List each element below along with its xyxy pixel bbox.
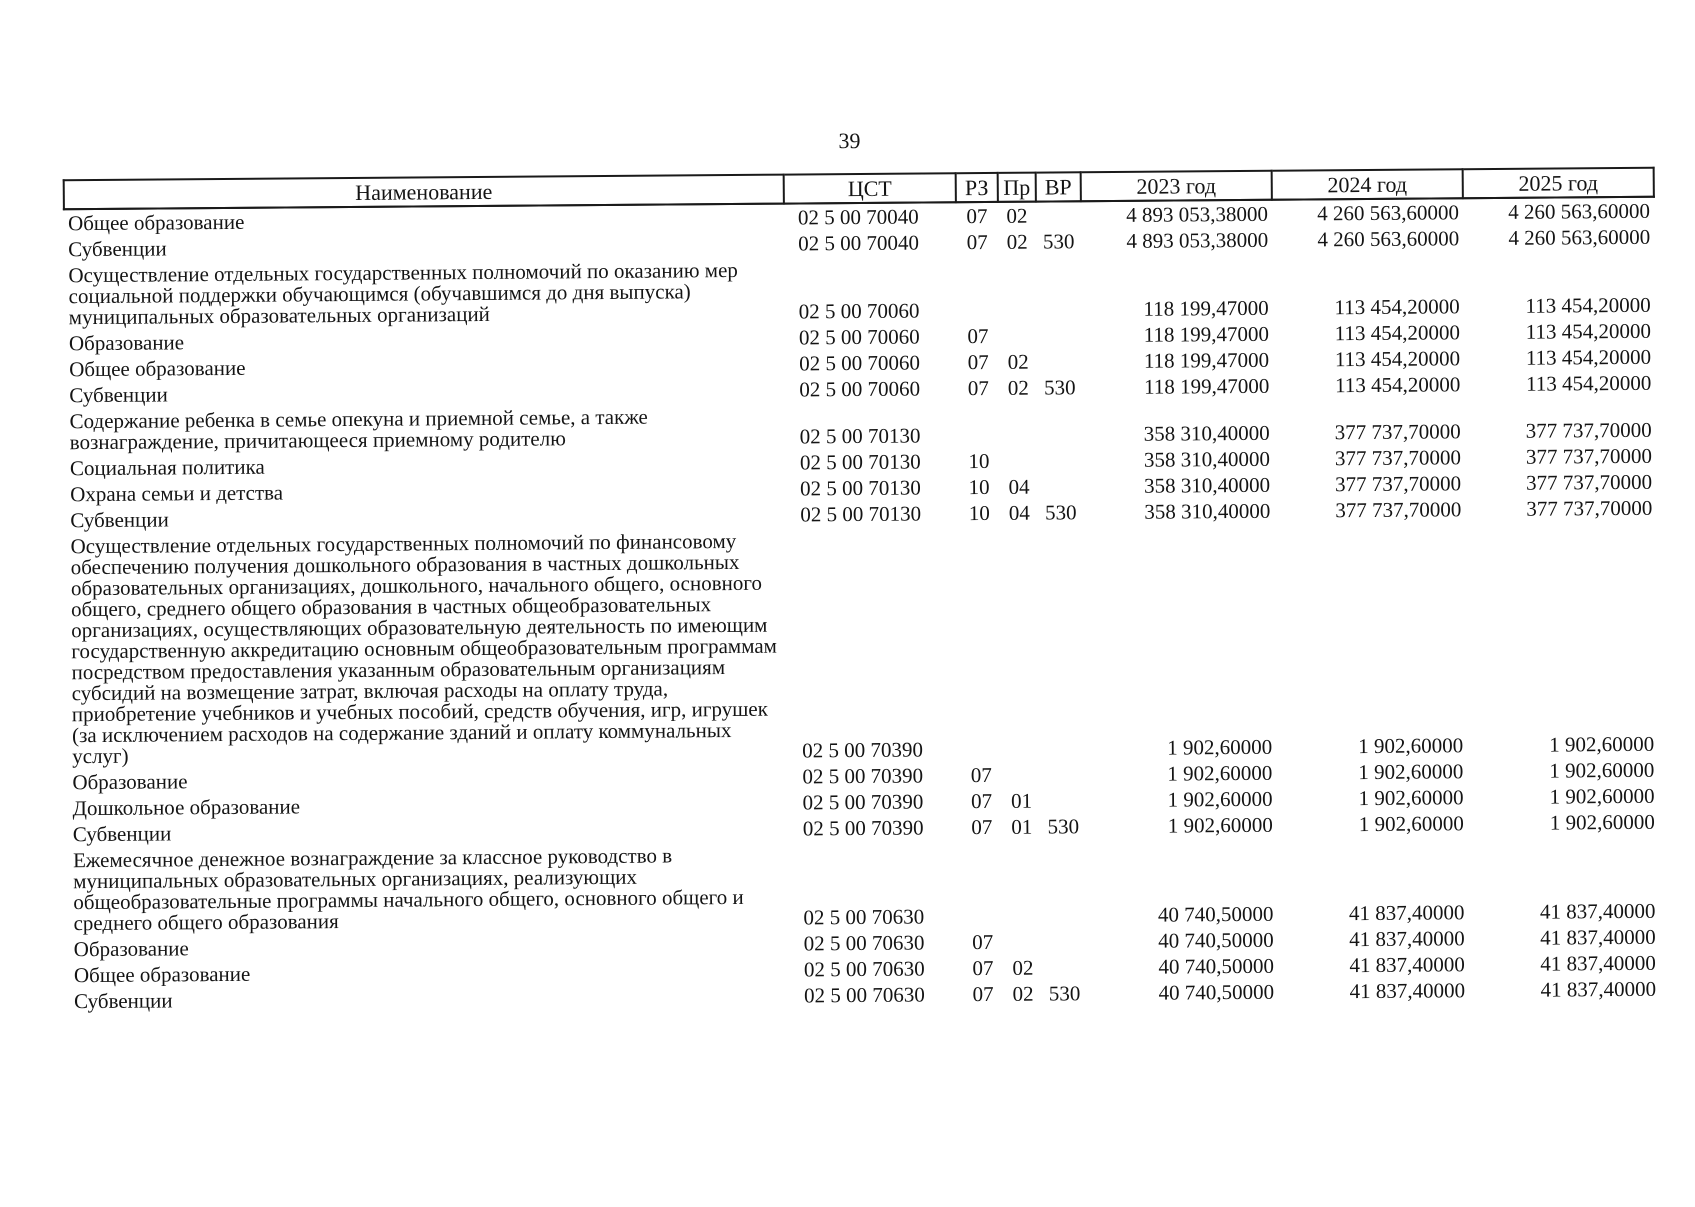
- row-pr: 01: [1011, 814, 1033, 839]
- row-amount-2024: 377 737,70000: [1334, 445, 1461, 471]
- row-amount-2025: 113 454,20000: [1525, 370, 1652, 396]
- row-amount-2024: 377 737,70000: [1334, 419, 1461, 445]
- row-vr: 530: [1047, 814, 1080, 839]
- row-name: Субвенции: [69, 382, 168, 408]
- row-amount-2023: 1 902,60000: [1167, 734, 1273, 760]
- row-rz: 07: [966, 229, 988, 255]
- row-rz: 10: [968, 448, 990, 474]
- row-amount-2023: 118 199,47000: [1143, 295, 1269, 321]
- row-rz: 07: [966, 203, 988, 229]
- header-rz: РЗ: [956, 173, 998, 202]
- row-amount-2023: 358 310,40000: [1143, 420, 1270, 446]
- row-rz: 07: [972, 981, 994, 1007]
- row-vr: 530: [1042, 229, 1075, 254]
- row-amount-2024: 113 454,20000: [1334, 320, 1461, 346]
- row-amount-2024: 1 902,60000: [1358, 759, 1464, 785]
- row-pr: [998, 255, 1037, 323]
- row-pr: [1003, 840, 1042, 929]
- row-name: Охрана семьи и детства: [70, 480, 284, 507]
- header-vr: ВР: [1036, 172, 1081, 201]
- row-vr: [1041, 839, 1087, 928]
- row-cst: 02 5 00 70130: [799, 449, 921, 475]
- row-amount-2024: 377 737,70000: [1335, 471, 1462, 497]
- table-row: [66, 521, 1658, 769]
- row-cst: 02 5 00 70130: [800, 501, 922, 527]
- row-cst: 02 5 00 70630: [804, 982, 925, 1008]
- row-name: Осуществление отдельных государственных полномочий по финансовому обеспечению получения дошкольного образования в частных дошкольных образовательных организациях, дошкольного, начального общего, основного общего, среднего общего образования в частных общеобразовательных организациях, осуществляющих образовательную деятельность по имеющим государственную аккредитацию основным общеобразовательным программам посредством предоставления указанным образовательным организациям субсидий на возмещение затрат, включая расходы на оплату труда, приобретение учебников и учебных пособий, средств обучения, игр, игрушек (за исключением расходов на содержание зданий и оплату коммунальных услуг): [70, 528, 777, 769]
- row-vr: 530: [1044, 500, 1077, 525]
- row-amount-2024: 113 454,20000: [1334, 372, 1461, 398]
- row-amount-2024: 41 837,40000: [1349, 926, 1465, 952]
- row-rz: 07: [972, 929, 994, 955]
- row-amount-2025: 113 454,20000: [1525, 318, 1652, 344]
- row-cst: 02 5 00 70060: [799, 376, 921, 402]
- row-cst: 02 5 00 70060: [799, 350, 920, 376]
- row-amount-2025: 1 902,60000: [1549, 809, 1655, 835]
- row-amount-2025: 113 454,20000: [1525, 292, 1651, 318]
- row-amount-2023: 358 310,40000: [1143, 446, 1270, 472]
- header-name: Наименование: [64, 175, 784, 210]
- row-rz: 10: [968, 500, 990, 526]
- row-amount-2023: 40 740,50000: [1158, 927, 1274, 953]
- row-name: Осуществление отдельных государственных полномочий по оказанию мер социальной поддержки обучающимся (обучавшимся до дня выпуска) муниципальных образовательных организаций: [68, 257, 738, 330]
- row-amount-2024: 41 837,40000: [1349, 952, 1465, 978]
- row-pr: 02: [1006, 203, 1028, 228]
- row-amount-2025: 377 737,70000: [1525, 417, 1652, 443]
- row-cst: 02 5 00 70630: [803, 904, 925, 930]
- row-vr: [1038, 473, 1083, 499]
- row-rz: [958, 526, 1002, 762]
- row-vr: [1036, 254, 1082, 322]
- row-pr: 04: [1008, 474, 1030, 499]
- table-body: [64, 197, 1660, 1014]
- row-name: Образование: [72, 769, 188, 795]
- row-pr: 01: [1010, 788, 1033, 813]
- row-cst: 02 5 00 70390: [802, 815, 924, 841]
- row-cst: 02 5 00 70390: [802, 789, 924, 815]
- row-cst: 02 5 00 70040: [798, 230, 920, 256]
- row-amount-2025: 1 902,60000: [1549, 757, 1655, 783]
- row-rz: 07: [967, 323, 989, 349]
- row-amount-2023: 358 310,40000: [1144, 472, 1271, 498]
- row-cst: 02 5 00 70130: [800, 475, 921, 501]
- row-vr: 530: [1043, 375, 1076, 400]
- row-name: Образование: [73, 936, 189, 962]
- row-pr: [1002, 762, 1040, 788]
- row-name: Общее образование: [69, 355, 246, 382]
- row-amount-2025: 4 260 563,60000: [1508, 224, 1651, 250]
- row-amount-2023: 4 893 053,38000: [1126, 227, 1269, 253]
- row-vr: [1040, 761, 1085, 787]
- row-amount-2024: 41 837,40000: [1349, 978, 1466, 1004]
- row-name: Ежемесячное денежное вознаграждение за классное руководство в муниципальных образовательных организациях, реализующих общеобразовательные программы начального общего, основного общего и среднего общего образования: [72, 843, 744, 936]
- row-amount-2023: 4 893 053,38000: [1126, 201, 1269, 227]
- row-cst: 02 5 00 70390: [802, 737, 924, 763]
- row-amount-2024: 1 902,60000: [1358, 785, 1464, 811]
- row-amount-2024: 377 737,70000: [1335, 497, 1462, 523]
- row-pr: 02: [1007, 375, 1029, 400]
- header-cst: ЦСТ: [784, 173, 956, 203]
- row-amount-2025: 41 837,40000: [1540, 924, 1656, 950]
- table-row: [64, 250, 1654, 330]
- row-amount-2024: 4 260 563,60000: [1317, 226, 1460, 252]
- row-rz: 07: [970, 762, 992, 788]
- row-cst: 02 5 00 70040: [797, 204, 919, 230]
- row-name: Образование: [68, 330, 185, 356]
- row-amount-2025: 377 737,70000: [1525, 443, 1652, 469]
- row-vr: [1038, 525, 1085, 761]
- row-amount-2025: 1 902,60000: [1549, 783, 1655, 809]
- row-name: Субвенции: [68, 236, 167, 262]
- row-rz: 07: [967, 349, 989, 375]
- row-pr: [1004, 929, 1042, 955]
- row-pr: 02: [1012, 981, 1034, 1006]
- row-cst: 02 5 00 70060: [798, 324, 920, 350]
- table-row: [69, 835, 1660, 936]
- header-2024: 2024 год: [1272, 169, 1463, 199]
- row-name: Субвенции: [70, 507, 169, 533]
- row-cst: 02 5 00 70630: [803, 930, 925, 956]
- row-rz: 07: [967, 375, 989, 401]
- row-cst: 02 5 00 70060: [798, 298, 920, 324]
- row-amount-2023: 1 902,60000: [1167, 760, 1273, 786]
- row-amount-2023: 358 310,40000: [1144, 498, 1271, 524]
- row-amount-2023: 118 199,47000: [1143, 321, 1270, 347]
- header-pr: Пр: [998, 173, 1036, 202]
- row-amount-2023: 118 199,47000: [1144, 373, 1270, 399]
- row-amount-2024: 41 837,40000: [1348, 900, 1465, 926]
- row-rz: 07: [972, 955, 994, 981]
- budget-table: [63, 167, 1662, 1014]
- row-amount-2024: 1 902,60000: [1358, 811, 1464, 837]
- row-pr: [1000, 526, 1040, 762]
- row-amount-2023: 1 902,60000: [1167, 812, 1273, 838]
- row-amount-2025: 1 902,60000: [1549, 731, 1655, 757]
- row-amount-2024: 113 454,20000: [1334, 294, 1460, 320]
- row-vr: [1040, 787, 1085, 813]
- row-vr: [1037, 348, 1082, 374]
- row-pr: 04: [1008, 500, 1030, 525]
- row-name: Субвенции: [74, 988, 173, 1014]
- row-vr: 530: [1048, 981, 1081, 1006]
- page-number: 39: [838, 127, 861, 154]
- row-rz: 07: [971, 814, 993, 840]
- row-amount-2023: 40 740,50000: [1158, 979, 1275, 1005]
- row-amount-2024: 1 902,60000: [1358, 733, 1464, 759]
- row-amount-2024: 4 260 563,60000: [1317, 200, 1460, 226]
- row-pr: 02: [1006, 229, 1028, 254]
- row-amount-2023: 1 902,60000: [1167, 786, 1273, 812]
- row-amount-2025: 41 837,40000: [1540, 950, 1656, 976]
- row-amount-2025: 41 837,40000: [1540, 976, 1657, 1002]
- row-amount-2023: 118 199,47000: [1143, 347, 1270, 373]
- row-pr: [1000, 448, 1038, 474]
- row-amount-2025: 377 737,70000: [1526, 495, 1653, 521]
- row-amount-2023: 40 740,50000: [1157, 901, 1274, 927]
- row-amount-2025: 113 454,20000: [1525, 344, 1652, 370]
- row-amount-2024: 113 454,20000: [1334, 346, 1461, 372]
- row-cst: 02 5 00 70130: [799, 423, 921, 449]
- row-vr: [1042, 928, 1087, 954]
- row-rz: [961, 840, 1004, 929]
- row-vr: [1038, 447, 1083, 473]
- row-cst: 02 5 00 70390: [802, 763, 924, 789]
- row-vr: [1037, 400, 1082, 447]
- row-pr: 02: [1012, 955, 1034, 980]
- row-rz: [956, 255, 999, 323]
- row-amount-2025: 4 260 563,60000: [1508, 198, 1651, 224]
- row-name: Дошкольное образование: [72, 794, 301, 821]
- header-2025: 2025 год: [1463, 168, 1654, 198]
- row-name: Содержание ребенка в семье опекуна и приемной семье, а также вознаграждение, причитающееся приемному родителю: [69, 404, 648, 455]
- row-name: Субвенции: [72, 821, 172, 847]
- row-amount-2025: 41 837,40000: [1539, 898, 1656, 924]
- header-2023: 2023 год: [1081, 171, 1272, 201]
- row-cst: 02 5 00 70630: [803, 956, 925, 982]
- row-pr: [999, 323, 1037, 349]
- row-amount-2025: 377 737,70000: [1526, 469, 1653, 495]
- row-vr: [1036, 201, 1081, 228]
- row-pr: 02: [1007, 349, 1029, 374]
- row-name: Общее образование: [73, 961, 251, 988]
- row-rz: [957, 401, 999, 448]
- row-rz: 07: [970, 788, 993, 814]
- row-rz: 10: [968, 474, 990, 500]
- row-vr: [1042, 954, 1087, 980]
- row-vr: [1037, 322, 1082, 348]
- row-amount-2023: 40 740,50000: [1158, 953, 1274, 979]
- row-name: Общее образование: [67, 209, 245, 236]
- row-name: Социальная политика: [69, 454, 265, 481]
- row-pr: [999, 401, 1037, 448]
